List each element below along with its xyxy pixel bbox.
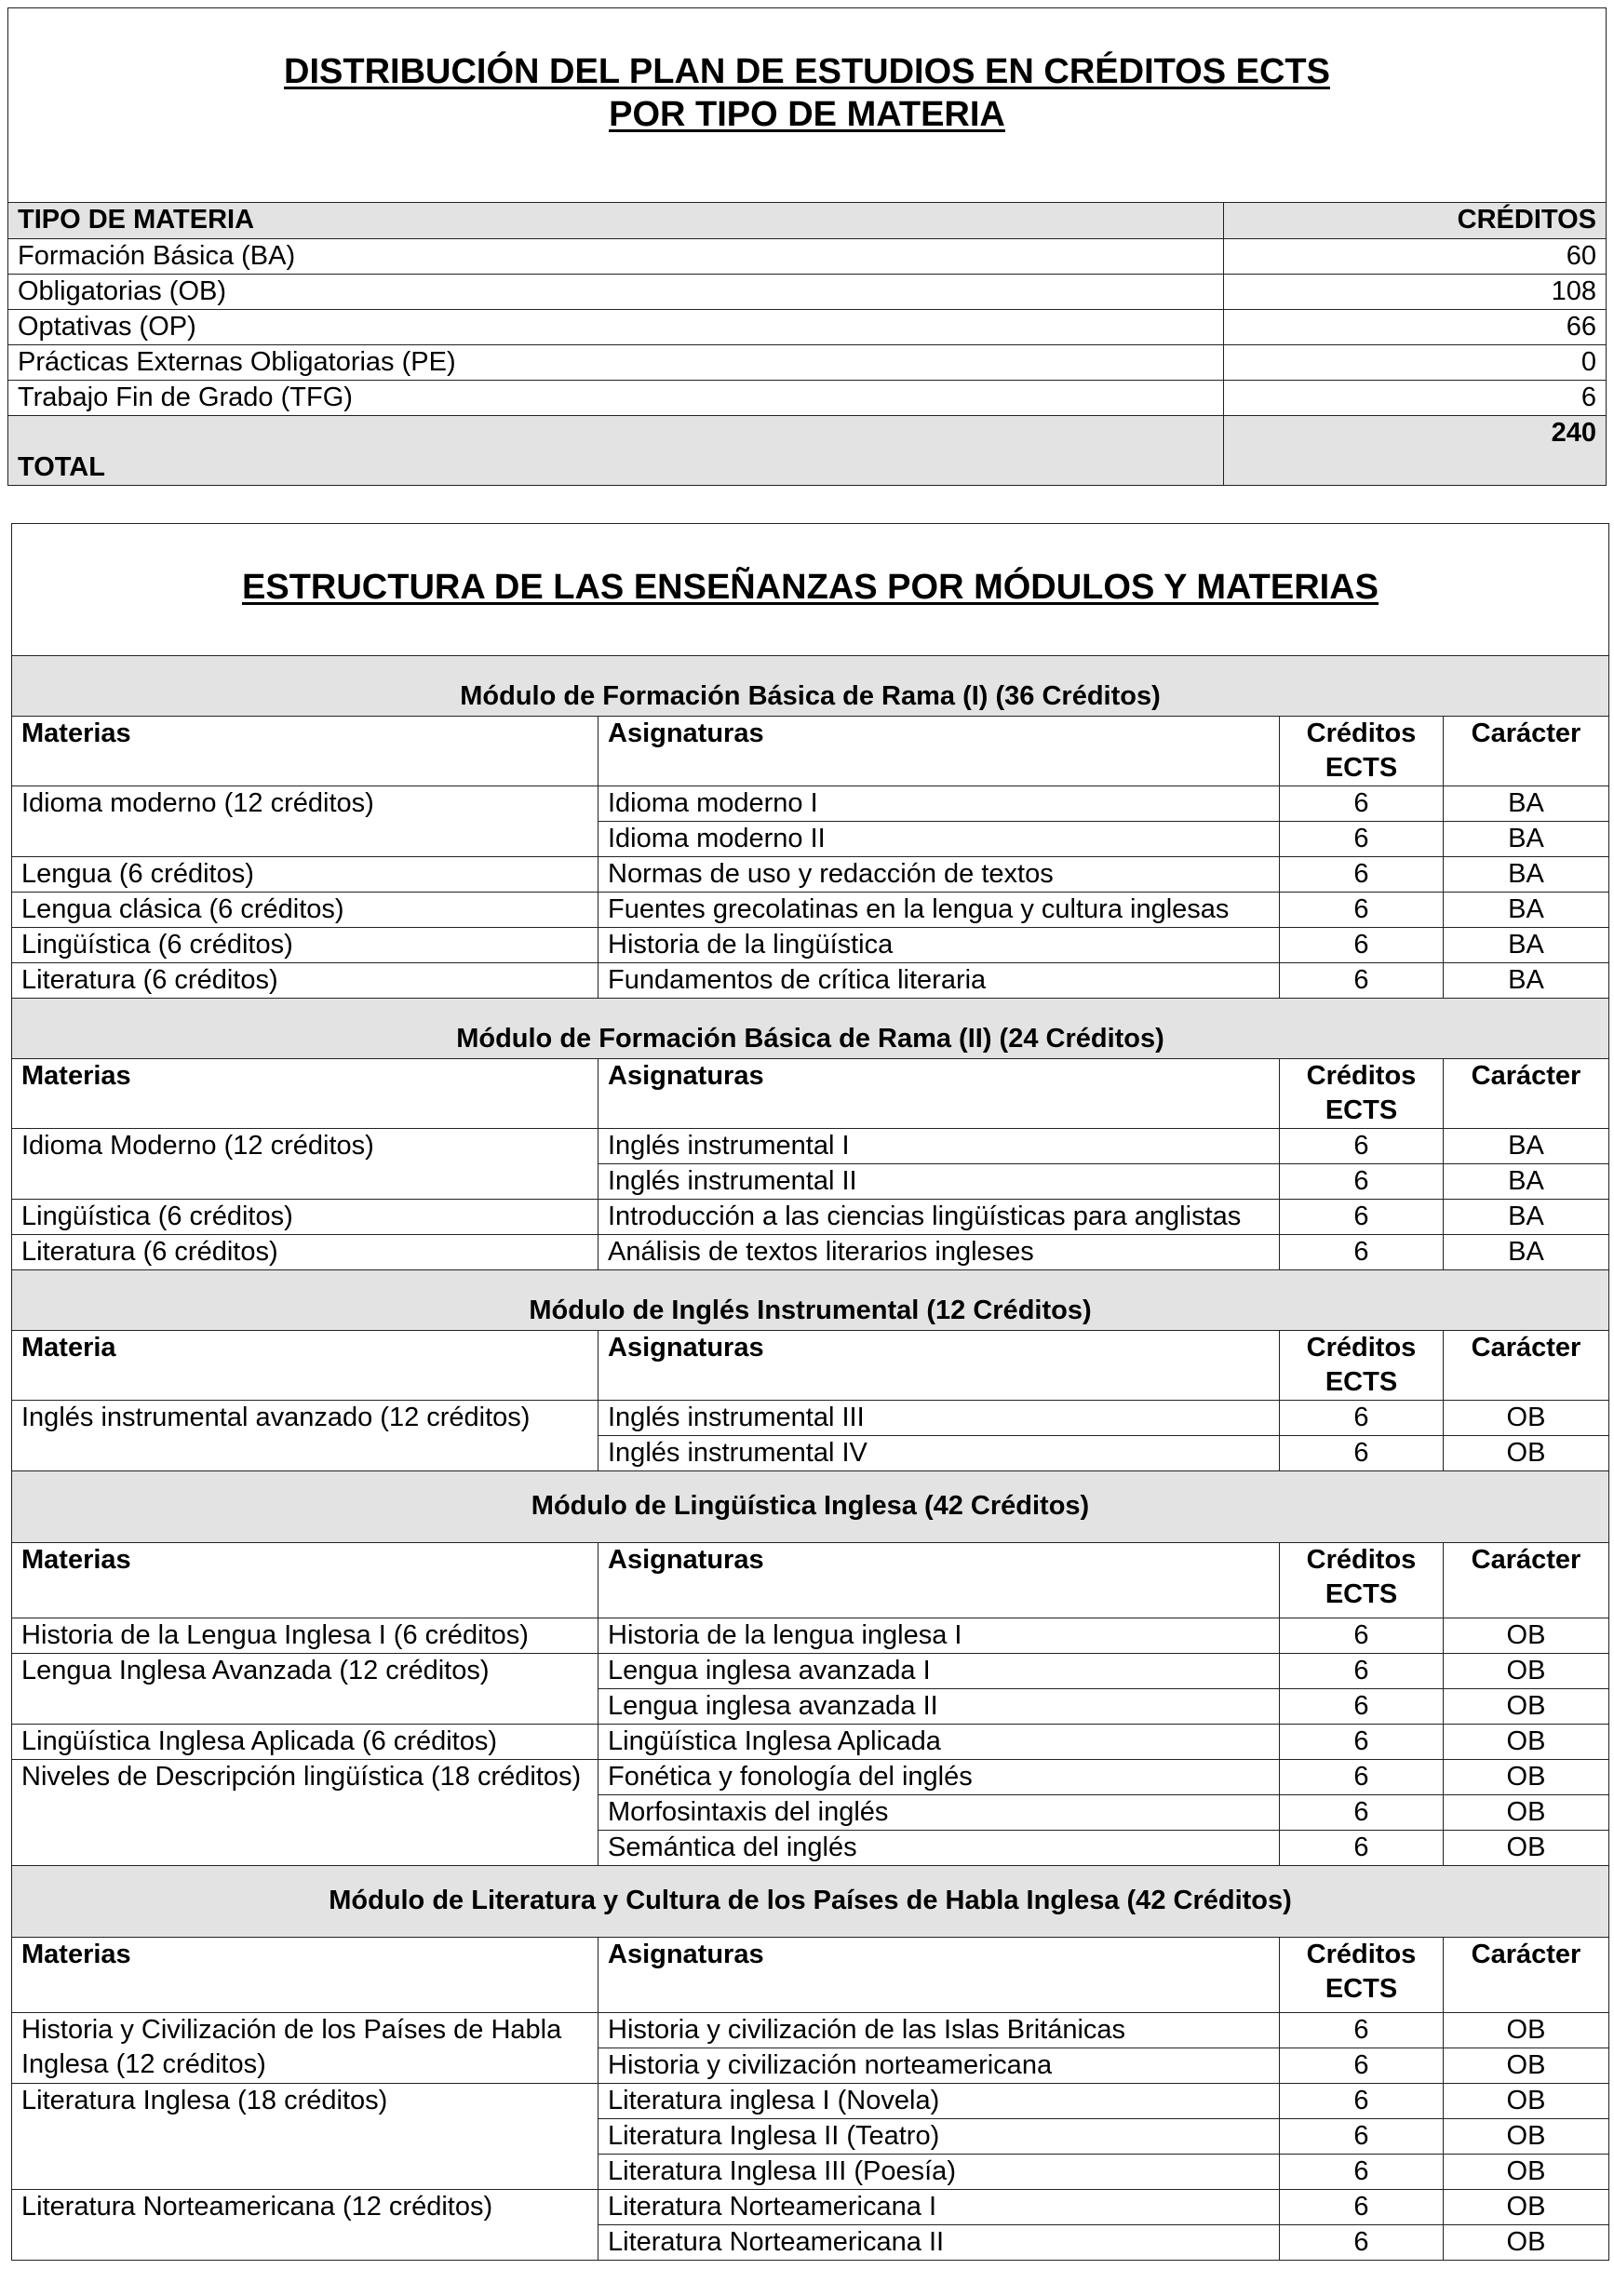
ects-cell: 6 <box>1280 2048 1444 2084</box>
creditos-cell: 108 <box>1224 275 1607 310</box>
caracter-cell: BA <box>1444 1164 1609 1200</box>
module-title: Módulo de Lingüística Inglesa (42 Créditos) <box>12 1471 1609 1543</box>
table-row <box>12 1654 1609 1689</box>
ects-cell: 6 <box>1280 1689 1444 1725</box>
column-header-caracter: Carácter <box>1444 1543 1609 1618</box>
caracter-cell: BA <box>1444 786 1609 822</box>
creditos-cell: 0 <box>1224 345 1607 381</box>
ects-cell: 6 <box>1280 1200 1444 1235</box>
table-row <box>12 1725 1609 1760</box>
total-row <box>8 416 1607 486</box>
distribution-title-line1: DISTRIBUCIÓN DEL PLAN DE ESTUDIOS EN CRÉDITOS ECTS <box>284 52 1330 91</box>
module-title: Módulo de Formación Básica de Rama (I) (36 Créditos) <box>12 656 1609 717</box>
table-row <box>8 310 1607 345</box>
column-header-materias: Materias <box>12 1059 599 1129</box>
table-row <box>8 275 1607 310</box>
table-row <box>12 1760 1609 1795</box>
column-header-row <box>12 1938 1609 2013</box>
asignatura-cell: Inglés instrumental III <box>599 1401 1280 1436</box>
asignatura-cell: Historia y civilización de las Islas Británicas <box>599 2013 1280 2048</box>
materia-cell: Idioma Moderno (12 créditos) <box>12 1129 599 1200</box>
table-row <box>12 2084 1609 2119</box>
column-header-creditos: Créditos ECTS <box>1280 1938 1444 2013</box>
ects-cell: 6 <box>1280 1795 1444 1831</box>
caracter-cell: OB <box>1444 2190 1609 2225</box>
materia-cell: Lingüística (6 créditos) <box>12 1200 599 1235</box>
column-header-asignaturas: Asignaturas <box>599 1331 1280 1401</box>
module-title: Módulo de Formación Básica de Rama (II) (24 Créditos) <box>12 999 1609 1059</box>
caracter-cell: OB <box>1444 2155 1609 2190</box>
column-header-asignaturas: Asignaturas <box>599 1059 1280 1129</box>
ects-cell: 6 <box>1280 893 1444 928</box>
ects-cell: 6 <box>1280 1129 1444 1164</box>
caracter-cell: OB <box>1444 1654 1609 1689</box>
table-row <box>12 1129 1609 1164</box>
structure-title <box>12 524 1609 656</box>
column-header-asignaturas: Asignaturas <box>599 1938 1280 2013</box>
table-row <box>12 2190 1609 2225</box>
materia-cell: Idioma moderno (12 créditos) <box>12 786 599 857</box>
column-header-creditos: Créditos ECTS <box>1280 1543 1444 1618</box>
asignatura-cell: Historia y civilización norteamericana <box>599 2048 1280 2084</box>
asignatura-cell: Inglés instrumental II <box>599 1164 1280 1200</box>
table-row <box>12 1235 1609 1270</box>
caracter-cell: OB <box>1444 1795 1609 1831</box>
column-header-materias: Materias <box>12 717 599 786</box>
materia-cell: Historia y Civilización de los Países de Habla Inglesa (12 créditos) <box>12 2013 599 2084</box>
materia-cell: Lengua clásica (6 créditos) <box>12 893 599 928</box>
table-row <box>12 1401 1609 1436</box>
asignatura-cell: Morfosintaxis del inglés <box>599 1795 1280 1831</box>
distribution-title-line2: POR TIPO DE MATERIA <box>609 95 1005 134</box>
caracter-cell: OB <box>1444 1689 1609 1725</box>
ects-cell: 6 <box>1280 857 1444 893</box>
table-row <box>12 928 1609 963</box>
caracter-cell: BA <box>1444 1129 1609 1164</box>
ects-cell: 6 <box>1280 1401 1444 1436</box>
tipo-cell: Trabajo Fin de Grado (TFG) <box>8 381 1224 416</box>
ects-cell: 6 <box>1280 928 1444 963</box>
module-header-row <box>12 1866 1609 1938</box>
ects-cell: 6 <box>1280 1831 1444 1866</box>
column-header-row <box>12 1543 1609 1618</box>
module-header-row <box>12 1471 1609 1543</box>
caracter-cell: OB <box>1444 2013 1609 2048</box>
asignatura-cell: Literatura Norteamericana II <box>599 2225 1280 2261</box>
column-header-asignaturas: Asignaturas <box>599 1543 1280 1618</box>
caracter-cell: OB <box>1444 2048 1609 2084</box>
column-header-row <box>12 1331 1609 1401</box>
table-row <box>12 1200 1609 1235</box>
ects-cell: 6 <box>1280 1760 1444 1795</box>
column-header-creditos: Créditos ECTS <box>1280 1331 1444 1401</box>
materia-cell: Lingüística (6 créditos) <box>12 928 599 963</box>
asignatura-cell: Literatura inglesa I (Novela) <box>599 2084 1280 2119</box>
module-title: Módulo de Inglés Instrumental (12 Créditos) <box>12 1270 1609 1331</box>
asignatura-cell: Inglés instrumental I <box>599 1129 1280 1164</box>
caracter-cell: OB <box>1444 1760 1609 1795</box>
asignatura-cell: Normas de uso y redacción de textos <box>599 857 1280 893</box>
ects-cell: 6 <box>1280 1235 1444 1270</box>
module-header-row <box>12 1270 1609 1331</box>
table-row <box>12 857 1609 893</box>
materia-cell: Lingüística Inglesa Aplicada (6 créditos) <box>12 1725 599 1760</box>
ects-cell: 6 <box>1280 2190 1444 2225</box>
distribution-table <box>7 7 1607 486</box>
column-header-caracter: Carácter <box>1444 1938 1609 2013</box>
column-header-creditos: CRÉDITOS <box>1224 203 1607 239</box>
ects-cell: 6 <box>1280 963 1444 999</box>
asignatura-cell: Introducción a las ciencias lingüísticas para anglistas <box>599 1200 1280 1235</box>
asignatura-cell: Inglés instrumental IV <box>599 1436 1280 1471</box>
ects-cell: 6 <box>1280 1164 1444 1200</box>
column-header-materias: Materia <box>12 1331 599 1401</box>
asignatura-cell: Historia de la lingüística <box>599 928 1280 963</box>
caracter-cell: OB <box>1444 1401 1609 1436</box>
creditos-cell: 6 <box>1224 381 1607 416</box>
materia-cell: Literatura Inglesa (18 créditos) <box>12 2084 599 2190</box>
asignatura-cell: Fuentes grecolatinas en la lengua y cultura inglesas <box>599 893 1280 928</box>
materia-cell: Lengua (6 créditos) <box>12 857 599 893</box>
total-value: 240 <box>1224 416 1607 486</box>
table-row <box>12 963 1609 999</box>
module-title: Módulo de Literatura y Cultura de los Países de Habla Inglesa (42 Créditos) <box>12 1866 1609 1938</box>
caracter-cell: BA <box>1444 963 1609 999</box>
materia-cell: Literatura (6 créditos) <box>12 1235 599 1270</box>
ects-cell: 6 <box>1280 2084 1444 2119</box>
caracter-cell: OB <box>1444 1831 1609 1866</box>
asignatura-cell: Semántica del inglés <box>599 1831 1280 1866</box>
materia-cell: Literatura (6 créditos) <box>12 963 599 999</box>
asignatura-cell: Análisis de textos literarios ingleses <box>599 1235 1280 1270</box>
ects-cell: 6 <box>1280 1436 1444 1471</box>
tipo-cell: Obligatorias (OB) <box>8 275 1224 310</box>
caracter-cell: OB <box>1444 1618 1609 1654</box>
caracter-cell: OB <box>1444 2119 1609 2155</box>
ects-cell: 6 <box>1280 822 1444 857</box>
structure-title-text: ESTRUCTURA DE LAS ENSEÑANZAS POR MÓDULOS Y MATERIAS <box>242 567 1379 607</box>
caracter-cell: BA <box>1444 893 1609 928</box>
materia-cell: Literatura Norteamericana (12 créditos) <box>12 2190 599 2261</box>
materia-cell: Inglés instrumental avanzado (12 créditos) <box>12 1401 599 1471</box>
asignatura-cell: Lengua inglesa avanzada I <box>599 1654 1280 1689</box>
materia-cell: Historia de la Lengua Inglesa I (6 créditos) <box>12 1618 599 1654</box>
ects-cell: 6 <box>1280 1618 1444 1654</box>
column-header-materias: Materias <box>12 1543 599 1618</box>
asignatura-cell: Historia de la lengua inglesa I <box>599 1618 1280 1654</box>
ects-cell: 6 <box>1280 2155 1444 2190</box>
column-header-creditos: Créditos ECTS <box>1280 1059 1444 1129</box>
table-row <box>12 893 1609 928</box>
column-header-row <box>12 717 1609 786</box>
total-label: TOTAL <box>8 416 1224 486</box>
structure-table <box>11 523 1609 2261</box>
column-header-row <box>12 1059 1609 1129</box>
column-header-materias: Materias <box>12 1938 599 2013</box>
asignatura-cell: Literatura Inglesa II (Teatro) <box>599 2119 1280 2155</box>
column-header-caracter: Carácter <box>1444 717 1609 786</box>
column-header-creditos: Créditos ECTS <box>1280 717 1444 786</box>
ects-cell: 6 <box>1280 786 1444 822</box>
module-header-row <box>12 999 1609 1059</box>
column-header-asignaturas: Asignaturas <box>599 717 1280 786</box>
asignatura-cell: Fonética y fonología del inglés <box>599 1760 1280 1795</box>
caracter-cell: OB <box>1444 2084 1609 2119</box>
table-row <box>8 239 1607 275</box>
caracter-cell: BA <box>1444 1235 1609 1270</box>
caracter-cell: OB <box>1444 2225 1609 2261</box>
asignatura-cell: Fundamentos de crítica literaria <box>599 963 1280 999</box>
column-header-caracter: Carácter <box>1444 1331 1609 1401</box>
creditos-cell: 60 <box>1224 239 1607 275</box>
module-header-row <box>12 656 1609 717</box>
ects-cell: 6 <box>1280 2013 1444 2048</box>
table-row <box>12 1618 1609 1654</box>
asignatura-cell: Literatura Inglesa III (Poesía) <box>599 2155 1280 2190</box>
caracter-cell: BA <box>1444 857 1609 893</box>
ects-cell: 6 <box>1280 1654 1444 1689</box>
table-row <box>8 381 1607 416</box>
distribution-title <box>8 8 1607 203</box>
table-row <box>12 786 1609 822</box>
asignatura-cell: Idioma moderno II <box>599 822 1280 857</box>
tipo-cell: Formación Básica (BA) <box>8 239 1224 275</box>
ects-cell: 6 <box>1280 1725 1444 1760</box>
caracter-cell: BA <box>1444 928 1609 963</box>
table-row <box>8 345 1607 381</box>
column-header-tipo: TIPO DE MATERIA <box>8 203 1224 239</box>
caracter-cell: OB <box>1444 1436 1609 1471</box>
ects-cell: 6 <box>1280 2119 1444 2155</box>
materia-cell: Niveles de Descripción lingüística (18 créditos) <box>12 1760 599 1866</box>
asignatura-cell: Literatura Norteamericana I <box>599 2190 1280 2225</box>
table-row <box>12 2013 1609 2048</box>
tipo-cell: Optativas (OP) <box>8 310 1224 345</box>
asignatura-cell: Idioma moderno I <box>599 786 1280 822</box>
caracter-cell: BA <box>1444 822 1609 857</box>
caracter-cell: OB <box>1444 1725 1609 1760</box>
tipo-cell: Prácticas Externas Obligatorias (PE) <box>8 345 1224 381</box>
column-header-caracter: Carácter <box>1444 1059 1609 1129</box>
creditos-cell: 66 <box>1224 310 1607 345</box>
materia-cell: Lengua Inglesa Avanzada (12 créditos) <box>12 1654 599 1725</box>
ects-cell: 6 <box>1280 2225 1444 2261</box>
asignatura-cell: Lingüística Inglesa Aplicada <box>599 1725 1280 1760</box>
asignatura-cell: Lengua inglesa avanzada II <box>599 1689 1280 1725</box>
caracter-cell: BA <box>1444 1200 1609 1235</box>
